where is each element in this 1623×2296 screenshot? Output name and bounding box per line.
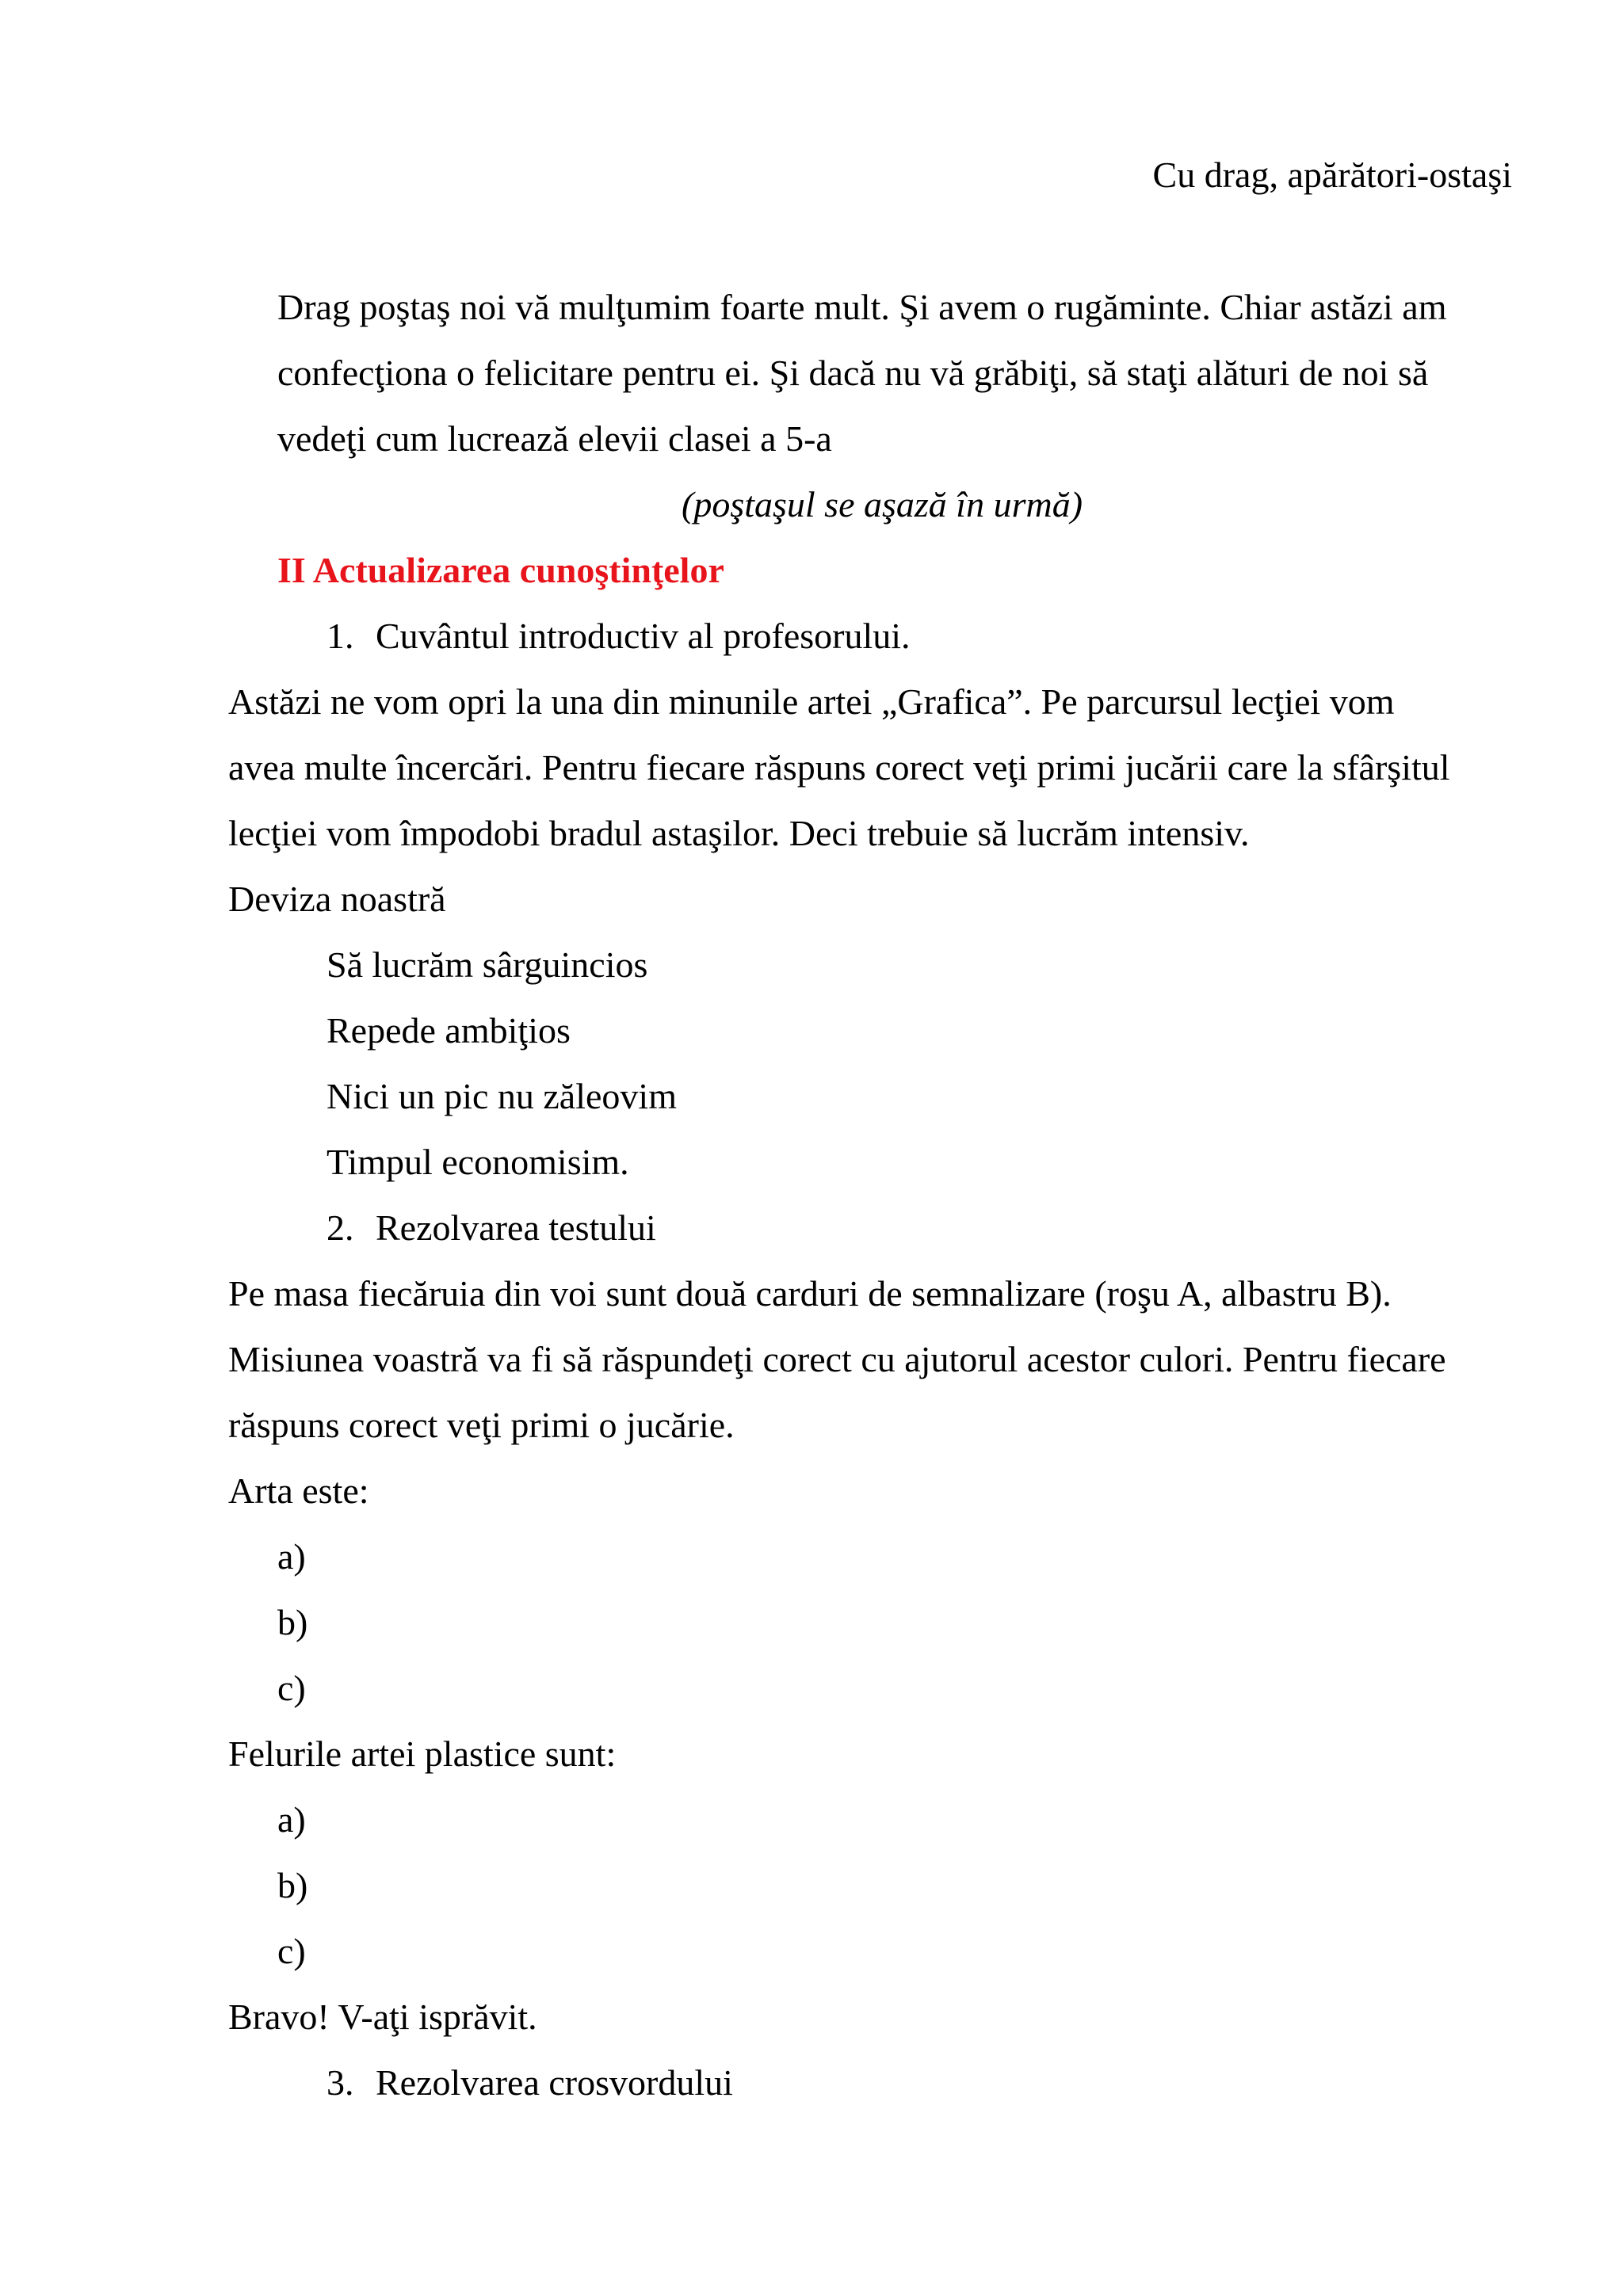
question-1: Arta este: — [228, 1470, 369, 1511]
intro-line-2: confecţiona o felicitare pentru ei. Şi dacă nu vă grăbiţi, să staţi alături de noi să — [277, 353, 1429, 393]
list-item-3 — [327, 2062, 733, 2103]
para1-line-1: Astăzi ne vom opri la una din minunile artei „Grafica”. Pe parcursul lecţiei vom — [228, 681, 1395, 722]
header-text: Cu drag, apărători-ostaşi — [1152, 154, 1512, 195]
motto-line-2: Repede ambiţios — [327, 1010, 571, 1051]
q2-option-a: a) — [277, 1799, 306, 1840]
question-2: Felurile artei plastice sunt: — [228, 1733, 617, 1774]
intro-line-3: vedeţi cum lucrează elevii clasei a 5-a — [277, 418, 832, 459]
q2-option-c: c) — [277, 1931, 306, 1971]
list-item-text: Cuvântul introductiv al profesorului. — [376, 616, 911, 656]
q1-option-b: b) — [277, 1602, 308, 1642]
list-number: 1. — [327, 616, 354, 656]
closing-text: Bravo! V-aţi isprăvit. — [228, 1997, 537, 2037]
q2-option-b: b) — [277, 1865, 308, 1905]
list-item-2 — [327, 1207, 656, 1248]
list-item-text: Rezolvarea crosvordului — [376, 2062, 733, 2103]
para1-line-2: avea multe încercări. Pentru fiecare răspuns corect veţi primi jucării care la sfârşitul — [228, 747, 1450, 788]
list-number: 3. — [327, 2062, 354, 2103]
motto-label: Deviza noastră — [228, 879, 446, 919]
para1-line-3: lecţiei vom împodobi bradul astaşilor. Deci trebuie să lucrăm intensiv. — [228, 813, 1250, 853]
stage-direction: (poştaşul se aşază în urmă) — [682, 484, 1083, 524]
section-heading: II Actualizarea cunoştinţelor — [277, 550, 724, 590]
q1-option-a: a) — [277, 1536, 306, 1577]
list-item-1 — [327, 618, 911, 654]
q1-option-c: c) — [277, 1668, 306, 1708]
para2-line-1: Pe masa fiecăruia din voi sunt două carduri de semnalizare (roşu A, albastru B). — [228, 1273, 1392, 1314]
intro-line-1: Drag poştaş noi vă mulţumim foarte mult. Şi avem o rugăminte. Chiar astăzi am — [277, 287, 1447, 327]
motto-line-4: Timpul economisim. — [327, 1142, 629, 1182]
motto-line-3: Nici un pic nu zăleovim — [327, 1076, 677, 1116]
para2-line-3: răspuns corect veţi primi o jucărie. — [228, 1405, 735, 1445]
motto-line-1: Să lucrăm sârguincios — [327, 944, 648, 985]
para2-line-2: Misiunea voastră va fi să răspundeţi corect cu ajutorul acestor culori. Pentru fiecare — [228, 1339, 1446, 1379]
list-number: 2. — [327, 1207, 354, 1248]
list-item-text: Rezolvarea testului — [376, 1207, 656, 1248]
